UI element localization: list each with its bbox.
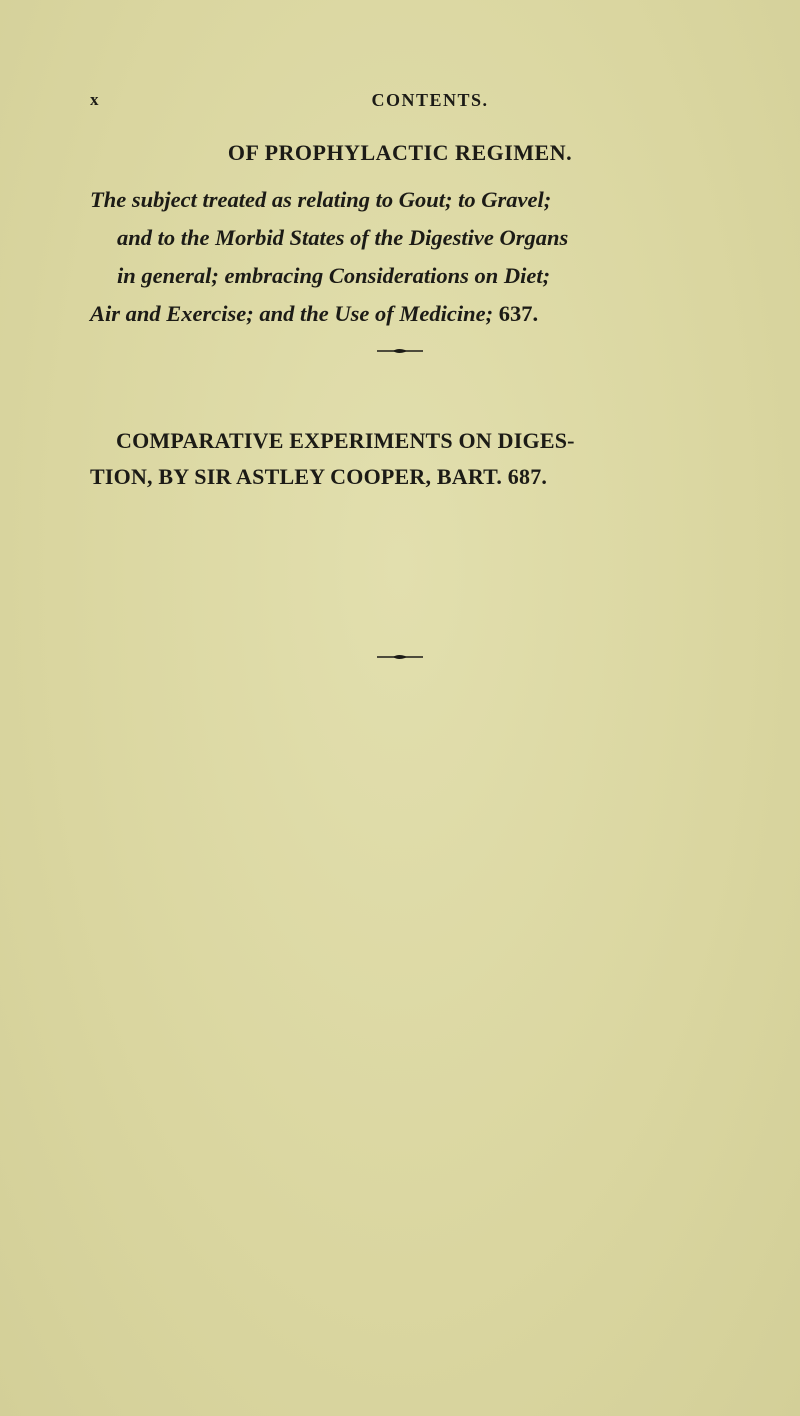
rule-ornament-icon [377,653,423,661]
entry-line: COMPARATIVE EXPERIMENTS ON DIGES- [116,428,575,453]
section-heading: OF PROPHYLACTIC REGIMEN. [227,140,573,165]
running-title: CONTENTS. [371,90,489,110]
entry-page-reference: 637. [498,301,539,326]
running-head [90,90,710,114]
entry-line-last [90,295,715,333]
rule-ornament-icon [377,347,423,355]
contents-entry-prophylactic [90,181,715,333]
entry-line: The subject treated as relating to Gout; to Gravel; [90,187,552,212]
entry-line: TION, BY SIR ASTLEY COOPER, BART. 687. [90,464,548,489]
entry-line: and to the Morbid States of the Digestive Organs [117,225,569,250]
page-number: x [90,90,100,109]
contents-entry-experiments [90,423,720,495]
entry-line: in general; embracing Considerations on Diet; [117,263,551,288]
entry-line-text: Air and Exercise; and the Use of Medicine; [90,301,494,326]
